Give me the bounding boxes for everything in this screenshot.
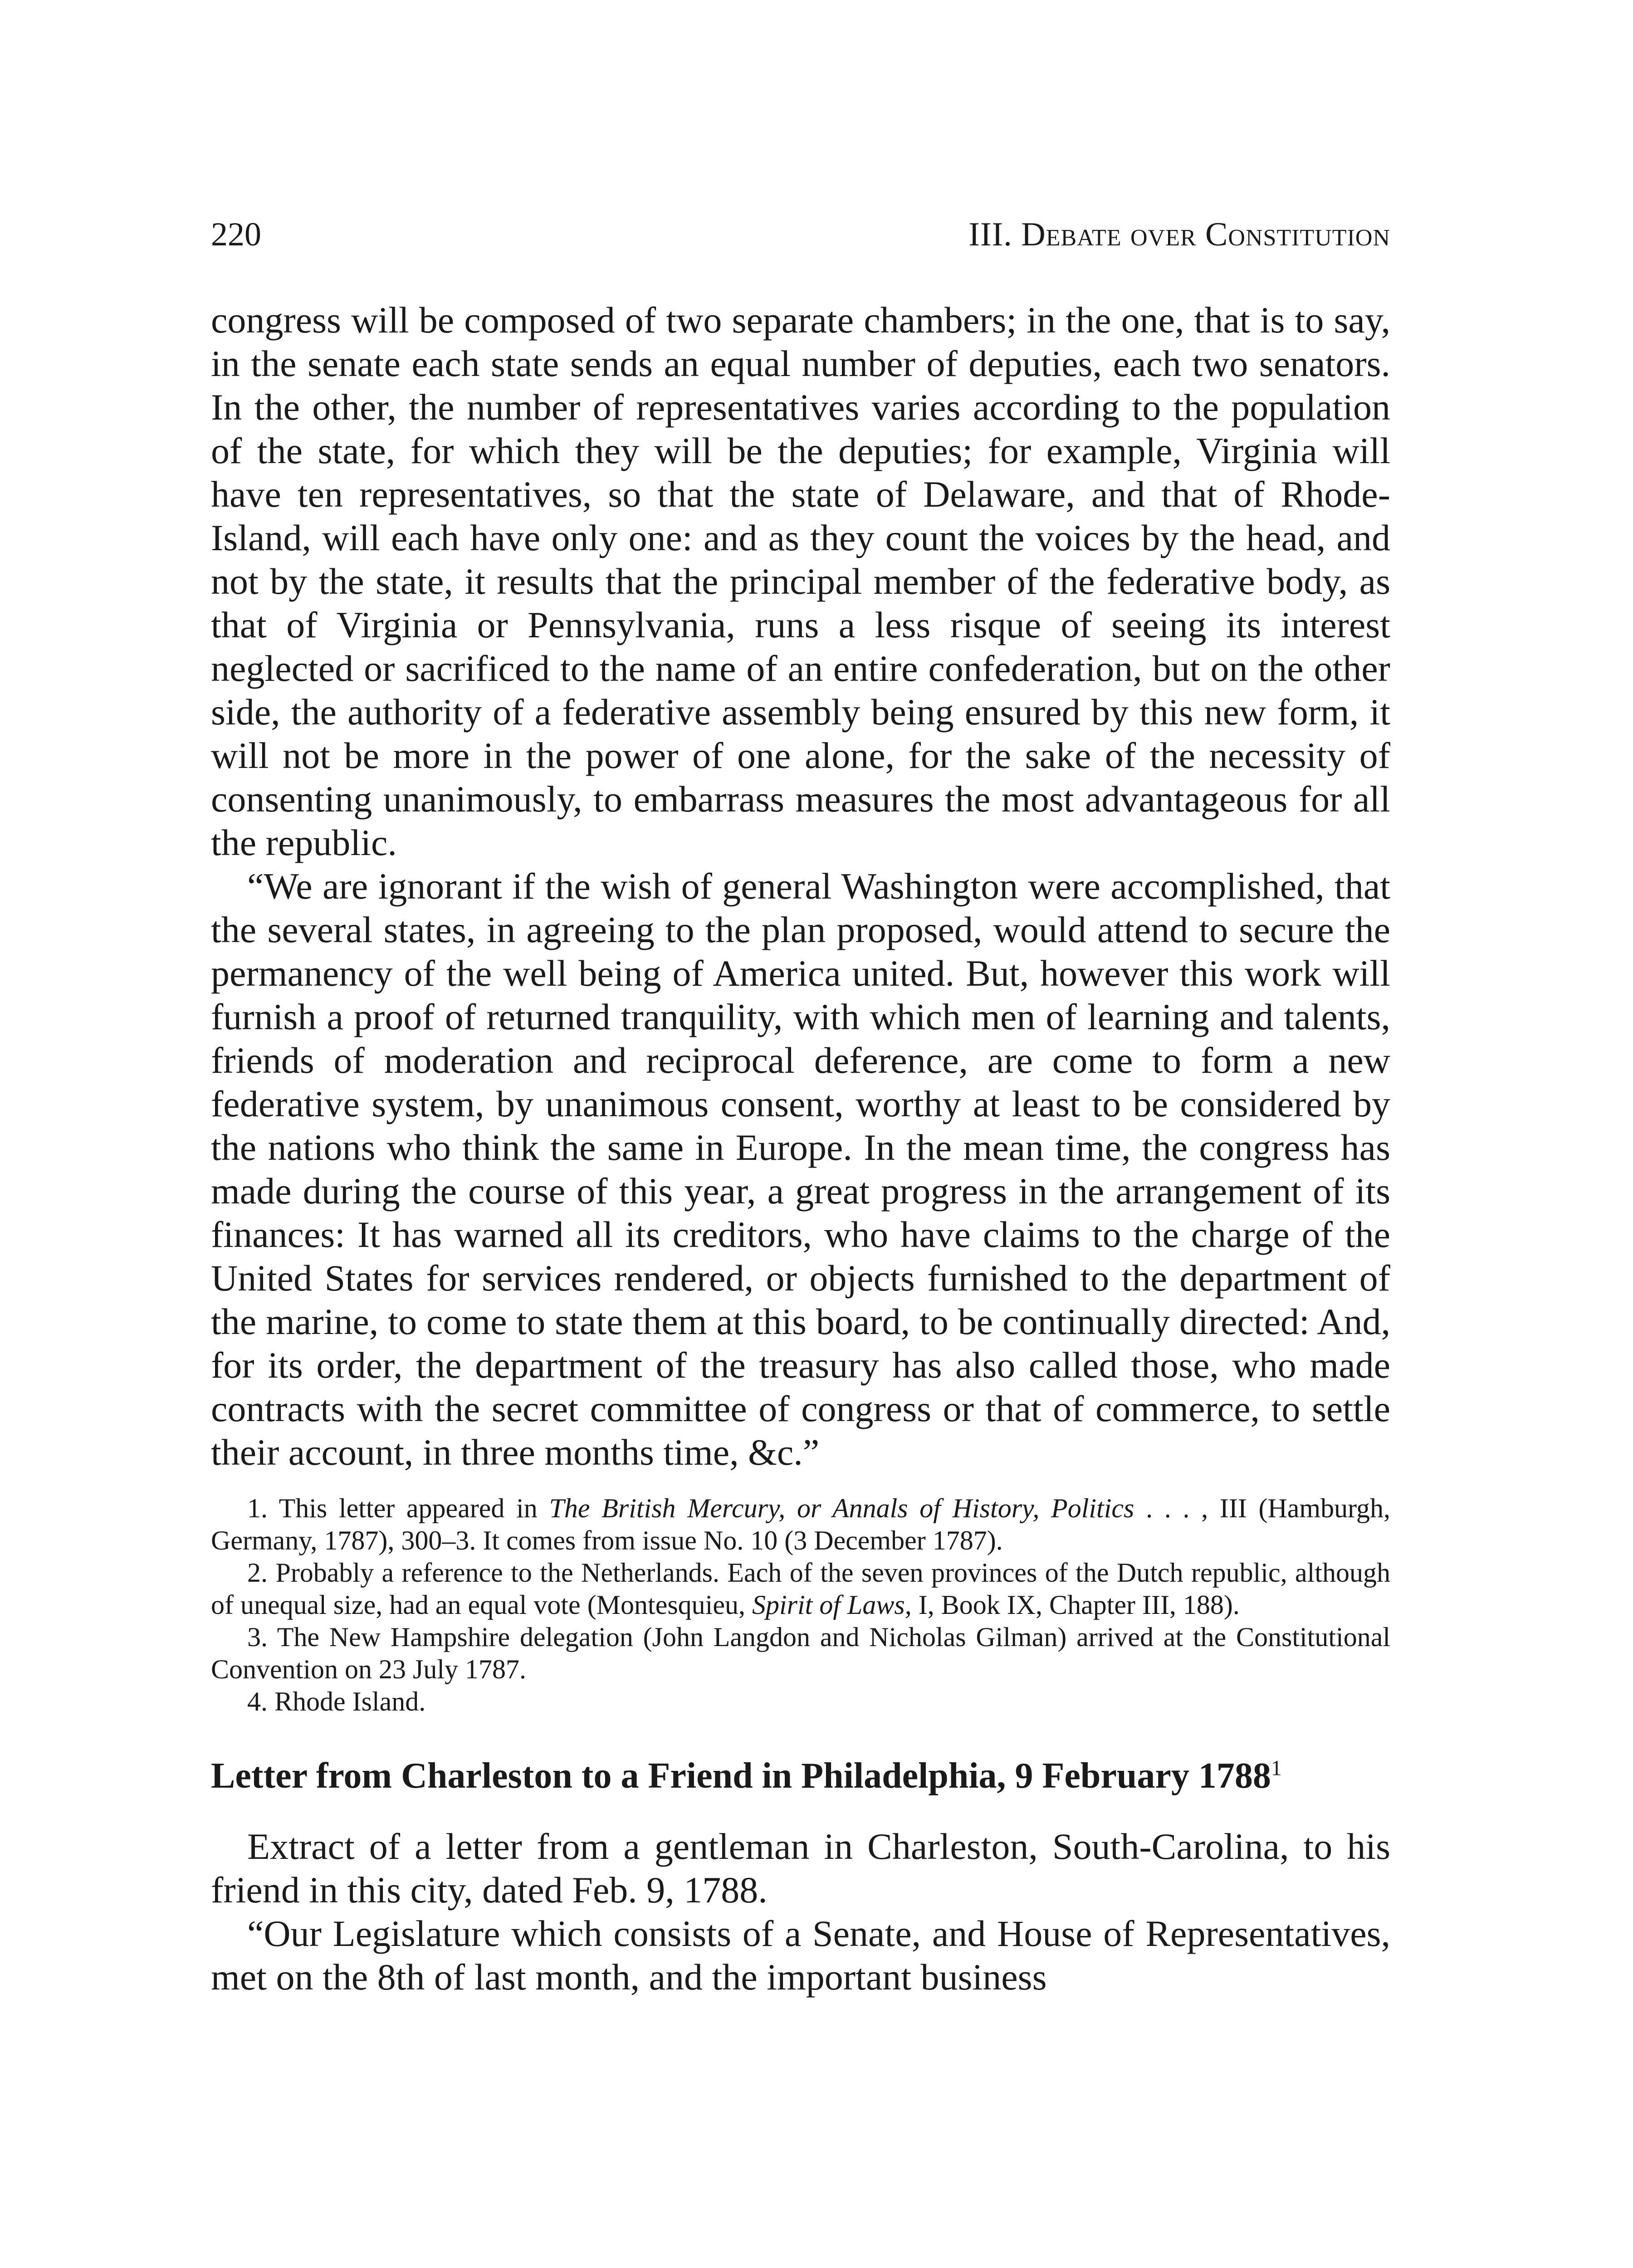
body-paragraph-1: congress will be composed of two separate chambers; in the one, that is to say, in the senate each state sends an equal number of deputies, each two senators. In the other, the number of representatives varies according to the population of the state, for which they will be the deputies; for example, Virginia will have ten representatives, so that the state of Delaware, and that of Rhode-Island, will each have only one: and as they count the voices by the head, and not by the state, it results that the principal member of the federative body, as that of Virginia or Pennsylvania, runs a less risque of seeing its interest neglected or sacrificed to the name of an entire confederation, but on the other side, the authority of a federative assembly being ensured by this new form, it will not be more in the power of one alone, for the sake of the necessity of consenting unanimously, to embarrass measures the most advantageous for all the republic. (211, 299, 1390, 863)
running-head (211, 218, 1390, 251)
letter-paragraph-1: Extract of a letter from a gentleman in Charleston, South-Carolina, to his friend in this city, dated Feb. 9, 1788. (211, 1826, 1390, 1911)
document-page (211, 218, 1390, 1999)
letter-paragraph-2: “Our Legislature which consists of a Senate, and House of Representatives, met on the 8th of last month, and the important business (211, 1913, 1390, 1998)
footnote-4: 4. Rhode Island. (247, 1686, 426, 1716)
main-text (211, 298, 1390, 1474)
body-paragraph-2: “We are ignorant if the wish of general Washington were accomplished, that the several states, in agreeing to the plan proposed, would attend to secure the permanency of the well being of America united. But, however this work will furnish a proof of returned tranquility, with which men of learning and talents, friends of moderation and reciprocal deference, are come to form a new federative system, by unanimous consent, worthy at least to be considered by the nations who think the same in Europe. In the mean time, the congress has made during the course of this year, a great progress in the arrangement of its finances: It has warned all its creditors, who have claims to the charge of the United States for services rendered, or objects furnished to the department of the marine, to come to state them at this board, to be continually directed: And, for its order, the department of the treasury has also called those, who made contracts with the secret committee of congress or that of commerce, to settle their account, in three months time, &c.” (211, 865, 1390, 1473)
heading-note-marker: 1 (1271, 1756, 1282, 1780)
page-number: 220 (211, 216, 261, 253)
footnote-3: 3. The New Hampshire delegation (John Langdon and Nicholas Gilman) arrived at the Constitutional Convention on 23 July 1787. (211, 1622, 1390, 1684)
footnote-2: 2. Probably a reference to the Netherlands. Each of the seven provinces of the Dutch republic, although of unequal size, had an equal vote (Montesquieu, Spirit of Laws, I, Book IX, Chapter III, 188). (211, 1558, 1390, 1620)
section-heading: Letter from Charleston to a Friend in Philadelphia, 9 February 1788$^1$ (211, 1756, 1282, 1796)
letter-text (211, 1825, 1390, 1999)
running-head-title: III. Debate over Constitution (968, 216, 1390, 253)
footnotes (211, 1492, 1390, 1718)
footnote-1: 1. This letter appeared in The British Mercury, or Annals of History, Politics . . . , III (Hamburgh, Germany, 1787), 300–3. It comes from issue No. 10 (3 December 1787). (211, 1493, 1391, 1555)
